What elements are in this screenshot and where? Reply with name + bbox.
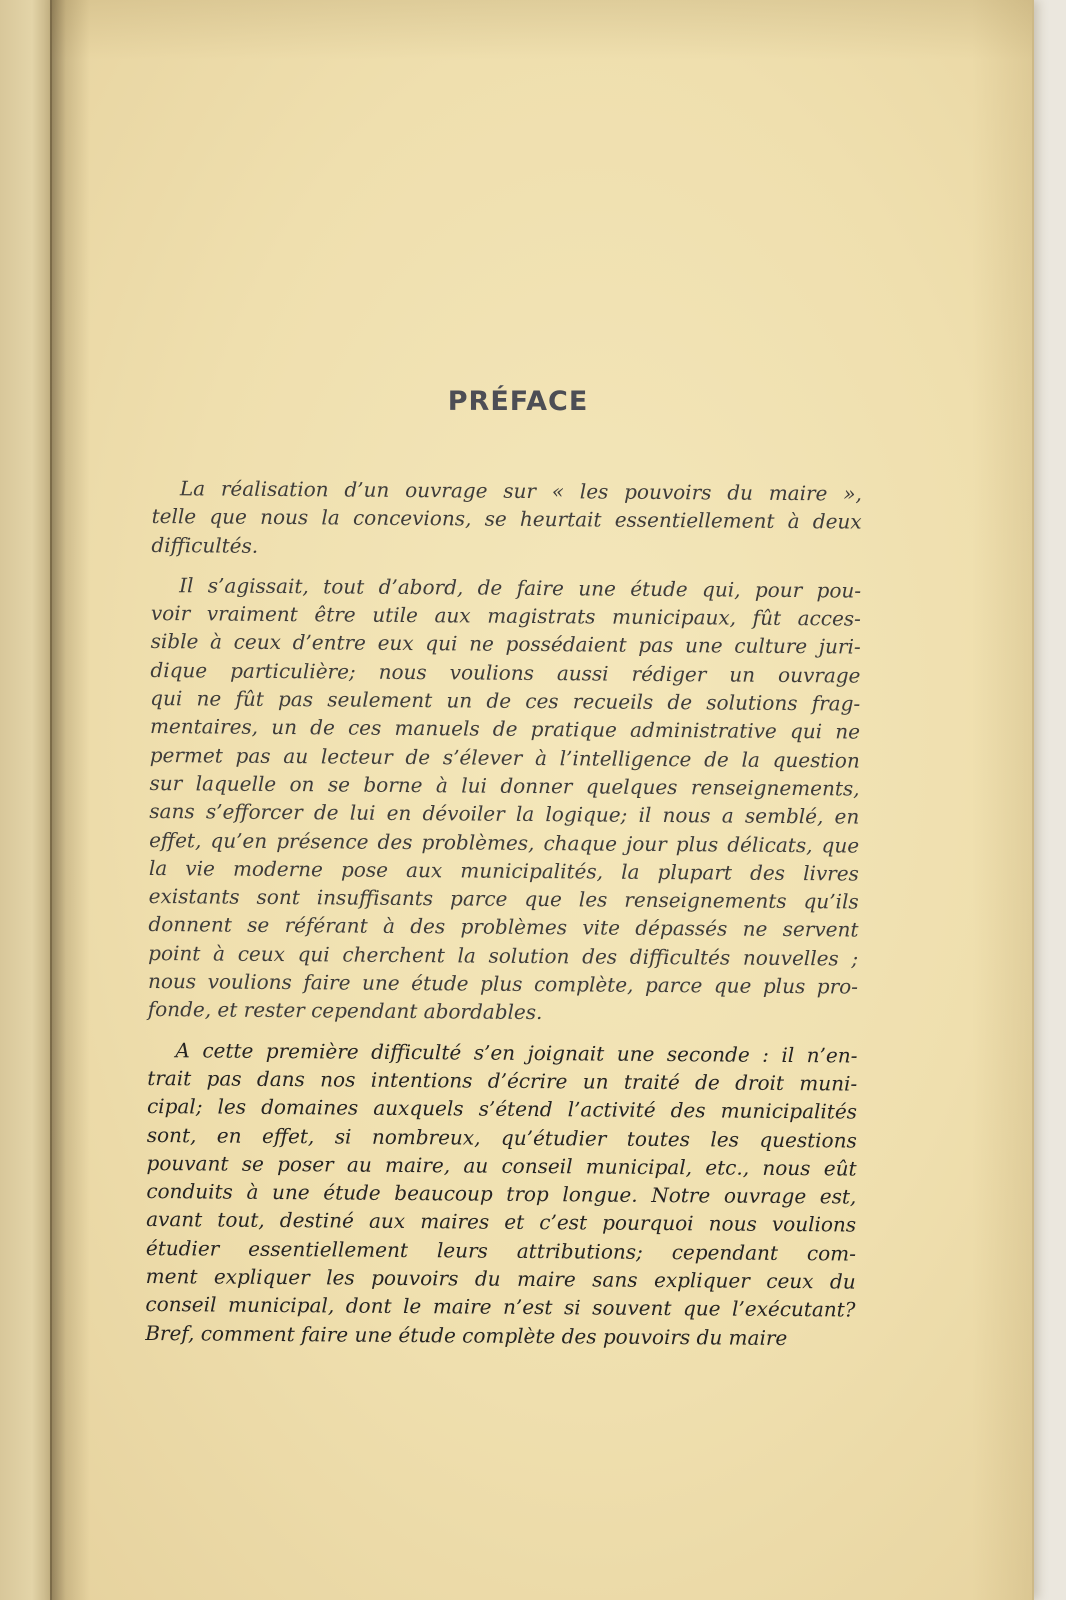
text-line: sont, en effet, si nombreux, qu’étudier toutes les questions: [146, 1122, 857, 1153]
paragraph-1: [151, 474, 862, 564]
text-line: nous voulions faire une étude plus complète, parce que plus pro-: [147, 969, 859, 999]
text-line: fonde, et rester cependant abordables.: [147, 997, 543, 1025]
text-line: telle que nous la concevions, se heurtait essentiellement à deux: [151, 504, 862, 534]
text-line: effet, qu’en présence des problèmes, chaque jour plus délicats, que: [149, 827, 860, 858]
text-line: cipal; les domaines auxquels s’étend l’activité des municipalités: [146, 1094, 858, 1124]
text-line: Bref, comment faire une étude complète des pouvoirs du maire: [145, 1320, 788, 1350]
text-line: sans s’efforcer de lui en dévoiler la logique; il nous a semblé, en: [149, 799, 860, 829]
text-line: mentaires, un de ces manuels de pratique administrative qui ne: [149, 714, 861, 744]
text-line: sible à ceux d’entre eux qui ne possédaient pas une culture juri-: [150, 629, 861, 660]
text-line: permet pas au lecteur de s’élever à l’intelligence de la question: [149, 742, 860, 773]
text-line: avant tout, destiné aux maires et c’est pourquoi nous voulions: [146, 1207, 857, 1237]
text-line: sur laquelle on se borne à lui donner quelques renseignements,: [149, 770, 860, 801]
preface-body: [145, 474, 862, 1364]
text-line: étudier essentiellement leurs attributions; cependant com-: [145, 1235, 856, 1266]
text-line: pouvant se poser au maire, au conseil municipal, etc., nous eût: [146, 1150, 857, 1181]
text-line: trait pas dans nos intentions d’écrire un traité de droit muni-: [147, 1065, 858, 1096]
text-line: qui ne fût pas seulement un de ces recueils de solutions frag-: [150, 686, 861, 716]
text-line: ment expliquer les pouvoirs du maire sans expliquer ceux du: [145, 1263, 856, 1294]
text-line: dique particulière; nous voulions aussi rédiger un ouvrage: [150, 657, 861, 688]
text-line: existants sont insuffisants parce que les renseignements qu’ils: [148, 884, 859, 914]
text-line: conduits à une étude beaucoup trop longue. Notre ouvrage est,: [146, 1179, 857, 1209]
paragraph-3: [145, 1036, 857, 1353]
text-line: La réalisation d’un ouvrage sur « les pouvoirs du maire »,: [179, 476, 862, 506]
text-line: point à ceux qui cherchent la solution des difficultés nouvelles ;: [148, 940, 859, 971]
text-line: Il s’agissait, tout d’abord, de faire une étude qui, pour pou-: [179, 573, 862, 603]
text-line: conseil municipal, dont le maire n’est si souvent que l’exécutant?: [145, 1292, 856, 1322]
page-title-text: PRÉFACE: [447, 386, 589, 417]
text-line: voir vraiment être utile aux magistrats municipaux, fût acces-: [150, 601, 861, 631]
text-line: donnent se référant à des problèmes vite dépassés ne servent: [148, 912, 859, 943]
page-title: [0, 386, 1066, 417]
text-line: difficultés.: [151, 532, 259, 558]
book-gutter-shadow: [50, 0, 90, 1600]
text-line: la vie moderne pose aux municipalités, la plupart des livres: [148, 855, 859, 886]
paragraph-2: [148, 571, 862, 1029]
text-line: A cette première difficulté s’en joignait une seconde : il n’en-: [175, 1037, 858, 1068]
